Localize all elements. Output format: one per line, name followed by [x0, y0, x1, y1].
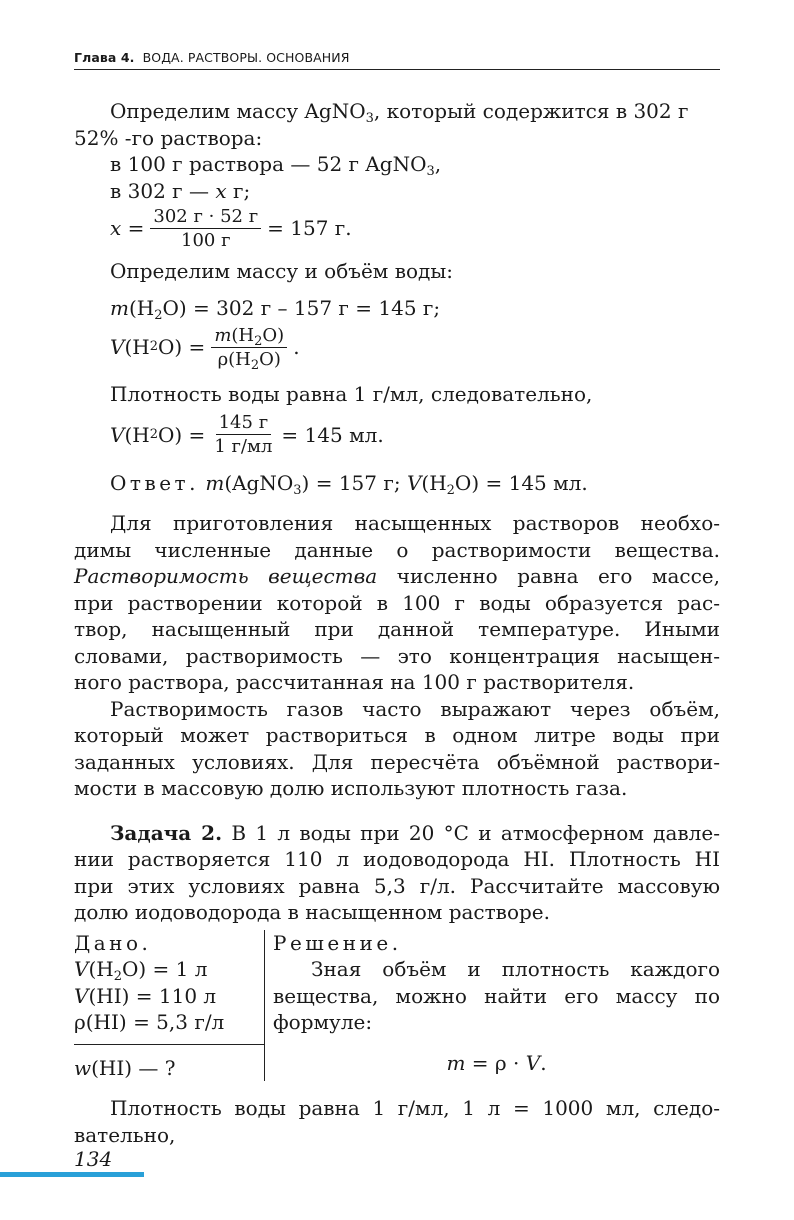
volume-fraction: $\frac{m(H_2O)}{\rho(H_2O)}$	[211, 325, 287, 370]
find-value: w(HI) — ?	[74, 1055, 176, 1080]
final-paragraph: Плотность воды равна 1 г/мл, 1 л = 1000 мл, следо- вательно,	[74, 1096, 720, 1147]
density-text: Плотность воды равна 1 г/мл, следовательно,	[110, 382, 593, 406]
task-2: Задача 2. В 1 л воды при 20 °С и атмосферном давле- нии растворяется 110 л иодоводорода HI. Плотность HI при этих условиях равна 5,3 г/л. Рассчитайте массовую долю иодоводорода в насыщенном растворе.	[74, 820, 720, 924]
find-row	[74, 1044, 264, 1082]
page-content	[74, 98, 720, 1148]
x-equation: x = $\frac{302 г \cdot 52 г}{100 г}$ = 157 г.	[110, 205, 352, 251]
water-intro: Определим массу и объём воды:	[110, 259, 453, 283]
chapter-label: Глава 4.	[74, 50, 135, 65]
water-mass-equation: $m(H_2O) = 302$ г – 157 г = 145 г;	[110, 295, 441, 323]
mass-formula: m = ρ · V.	[446, 1050, 547, 1075]
given-solution-table	[74, 930, 720, 1082]
term-solubility: Растворимость вещества	[74, 564, 378, 588]
page-number: 134	[74, 1147, 113, 1171]
x-fraction: $\frac{302 г \cdot 52 г}{100 г}$	[150, 206, 261, 251]
water-volume-formula: V (H 2 O) = $\frac{m(H_2O)}{\rho(H_2O)}$ .	[110, 324, 300, 373]
solubility-paragraph: Для приготовления насыщенных растворов необхо- димы численные данные о растворимости вещества. Растворимость вещества численно равна его массе, при растворении которой в 100 г воды образуется рас- твор, насыщенный при данной температуре. Иными словами, растворимость — это концентрация насыщен- ного раствора, рассчитанная на 100 г растворителя.	[74, 511, 720, 694]
water-volume-calc: V (H 2 O) = $\frac{145 г}{1 г/мл}$ = 145 мл.	[110, 412, 384, 457]
footer-accent-bar	[0, 1172, 144, 1177]
given-water-volume: $V(H_2O) = 1$ л	[74, 957, 208, 984]
running-header	[74, 50, 720, 70]
gas-solubility-paragraph: Растворимость газов часто выражают через объём, который может раствориться в одном литре воды при заданных условиях. Для пересчёта объёмной раствори- мости в массовую долю используют плотность газа.	[74, 696, 720, 800]
answer-line: Ответ. m(AgNO$_3$) = 157 г; $V(H_2O) = 145$ мл.	[110, 470, 588, 498]
calc-intro: Определим массу AgNO$_3$, который содержится в 302 г	[110, 99, 689, 126]
proportion-line-1: в 100 г раствора — 52 г AgNO$_3$,	[110, 152, 442, 179]
given-label: Дано.	[74, 930, 152, 955]
given-hi-volume: V(HI) = 110 л	[74, 983, 217, 1008]
calc-intro-line2: 52% -го раствора:	[74, 125, 263, 150]
volume-calc-fraction: $\frac{145 г}{1 г/мл}$	[214, 412, 273, 457]
solution-label: Решение.	[273, 930, 402, 955]
proportion-line-2: в 302 г — x г;	[110, 178, 251, 203]
chapter-title: ВОДА. РАСТВОРЫ. ОСНОВАНИЯ	[142, 50, 350, 65]
given-column	[74, 930, 265, 1082]
task-label: Задача 2.	[110, 820, 223, 845]
given-hi-density: ρ(HI) = 5,3 г/л	[74, 1010, 225, 1034]
answer-label: Ответ.	[110, 470, 199, 495]
solution-column: Решение. Зная объём и плотность каждого вещества, можно найти его массу по формуле: m = ρ · V.	[273, 930, 720, 1075]
